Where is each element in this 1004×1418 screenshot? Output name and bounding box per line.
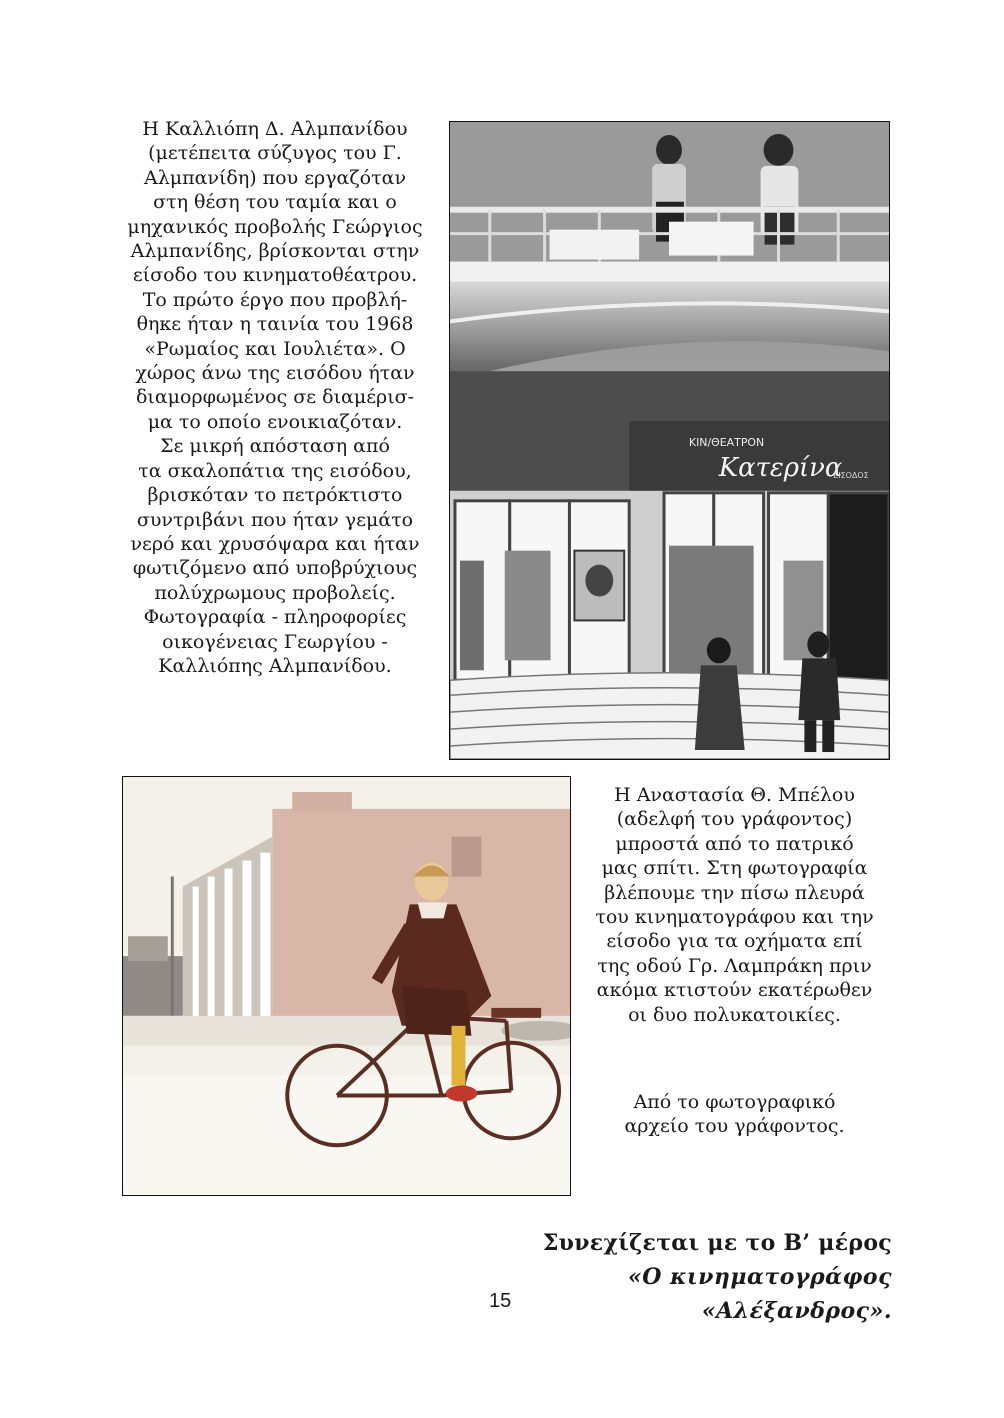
caption-line: Το πρώτο έργο που προβλή-: [142, 288, 408, 311]
caption-line: διαμορφωμένος σε διαμέρισ-: [135, 386, 415, 409]
caption-line: μα το οποίο ενοικιαζόταν.: [147, 410, 403, 433]
continued-line-1: Συνεχίζεται με το Β’ μέρος: [542, 1230, 892, 1256]
sign-text: ΚΙΝ/ΘΕΑΤΡΟΝ: [688, 435, 765, 449]
girl-on-bicycle-illustration: [123, 777, 570, 1195]
caption-line: θηκε ήταν η ταινία του 1968: [136, 313, 414, 336]
caption-line: είσοδο του κινηματοθέατρου.: [132, 264, 418, 287]
caption-bottom: [572, 783, 897, 1027]
girl-on-bicycle-photo: [122, 776, 571, 1196]
caption-line: Φωτογραφία - πληροφορίες: [143, 606, 407, 629]
caption-line: τα σκαλοπάτια της εισόδου,: [138, 459, 412, 482]
caption-line: «Ρωμαίος και Ιουλιέτα». Ο: [144, 337, 406, 360]
caption-line: οικογένειας Γεωργίου -: [162, 630, 388, 653]
caption-line: (αδελφή του γράφοντος): [616, 808, 853, 831]
caption-line: μας σπίτι. Στη φωτογραφία: [601, 857, 868, 880]
caption-line: Σε μικρή απόσταση από: [160, 435, 390, 458]
caption-line: Η Αναστασία Θ. Μπέλου: [614, 784, 855, 806]
caption-line: νερό και χρυσόψαρα και ήταν: [130, 532, 420, 555]
caption-line: Αλμπανίδη) που εργαζόταν: [143, 166, 407, 189]
caption-line: χώρος άνω της εισόδου ήταν: [135, 362, 415, 385]
caption-line: οι δυο πολυκατοικίες.: [628, 1003, 841, 1026]
page-number: 15: [489, 1290, 512, 1312]
sign-script: Κατερίνα: [718, 452, 843, 483]
caption-line: στη θέση του ταμία και ο: [153, 191, 397, 214]
caption-line: της οδού Γρ. Λαμπράκη πριν: [597, 954, 872, 977]
caption-line: μηχανικός προβολής Γεώργιος: [127, 215, 423, 238]
cinema-entrance-photo: [449, 121, 890, 760]
photo-credit: [572, 1090, 897, 1139]
caption-line: είσοδο για τα οχήματα επί: [606, 930, 863, 953]
caption-line: βλέπουμε την πίσω πλευρά: [604, 881, 865, 904]
sign-small: ΕΙΣΟΔΟΣ: [833, 470, 869, 480]
caption-line: Καλλιόπης Αλμπανίδου.: [158, 654, 392, 677]
credit-line: Από το φωτογραφικό: [633, 1091, 836, 1113]
caption-line: Η Καλλιόπη Δ. Αλμπανίδου: [142, 118, 408, 140]
caption-line: βρισκόταν το πετρόκτιστο: [147, 484, 403, 507]
caption-top: [110, 117, 440, 678]
caption-line: πολύχρωμους προβολείς.: [154, 581, 396, 604]
caption-line: ακόμα κτιστούν εκατέρωθεν: [596, 979, 873, 1002]
credit-line: αρχείο του γράφοντος.: [624, 1115, 845, 1138]
caption-line: φωτιζόμενο από υποβρύχιους: [132, 557, 418, 580]
caption-line: μπροστά από το πατρικό: [615, 832, 854, 855]
caption-line: του κινηματογράφου και την: [595, 906, 874, 929]
cinema-entrance-illustration: [450, 122, 889, 759]
caption-line: (μετέπειτα σύζυγος του Γ.: [148, 142, 402, 165]
continued-line-2: «Ο κινηματογράφος «Αλέξανδρος».: [627, 1264, 892, 1324]
caption-line: συντριβάνι που ήταν γεμάτο: [136, 508, 414, 531]
caption-line: Αλμπανίδης, βρίσκονται στην: [130, 240, 420, 263]
